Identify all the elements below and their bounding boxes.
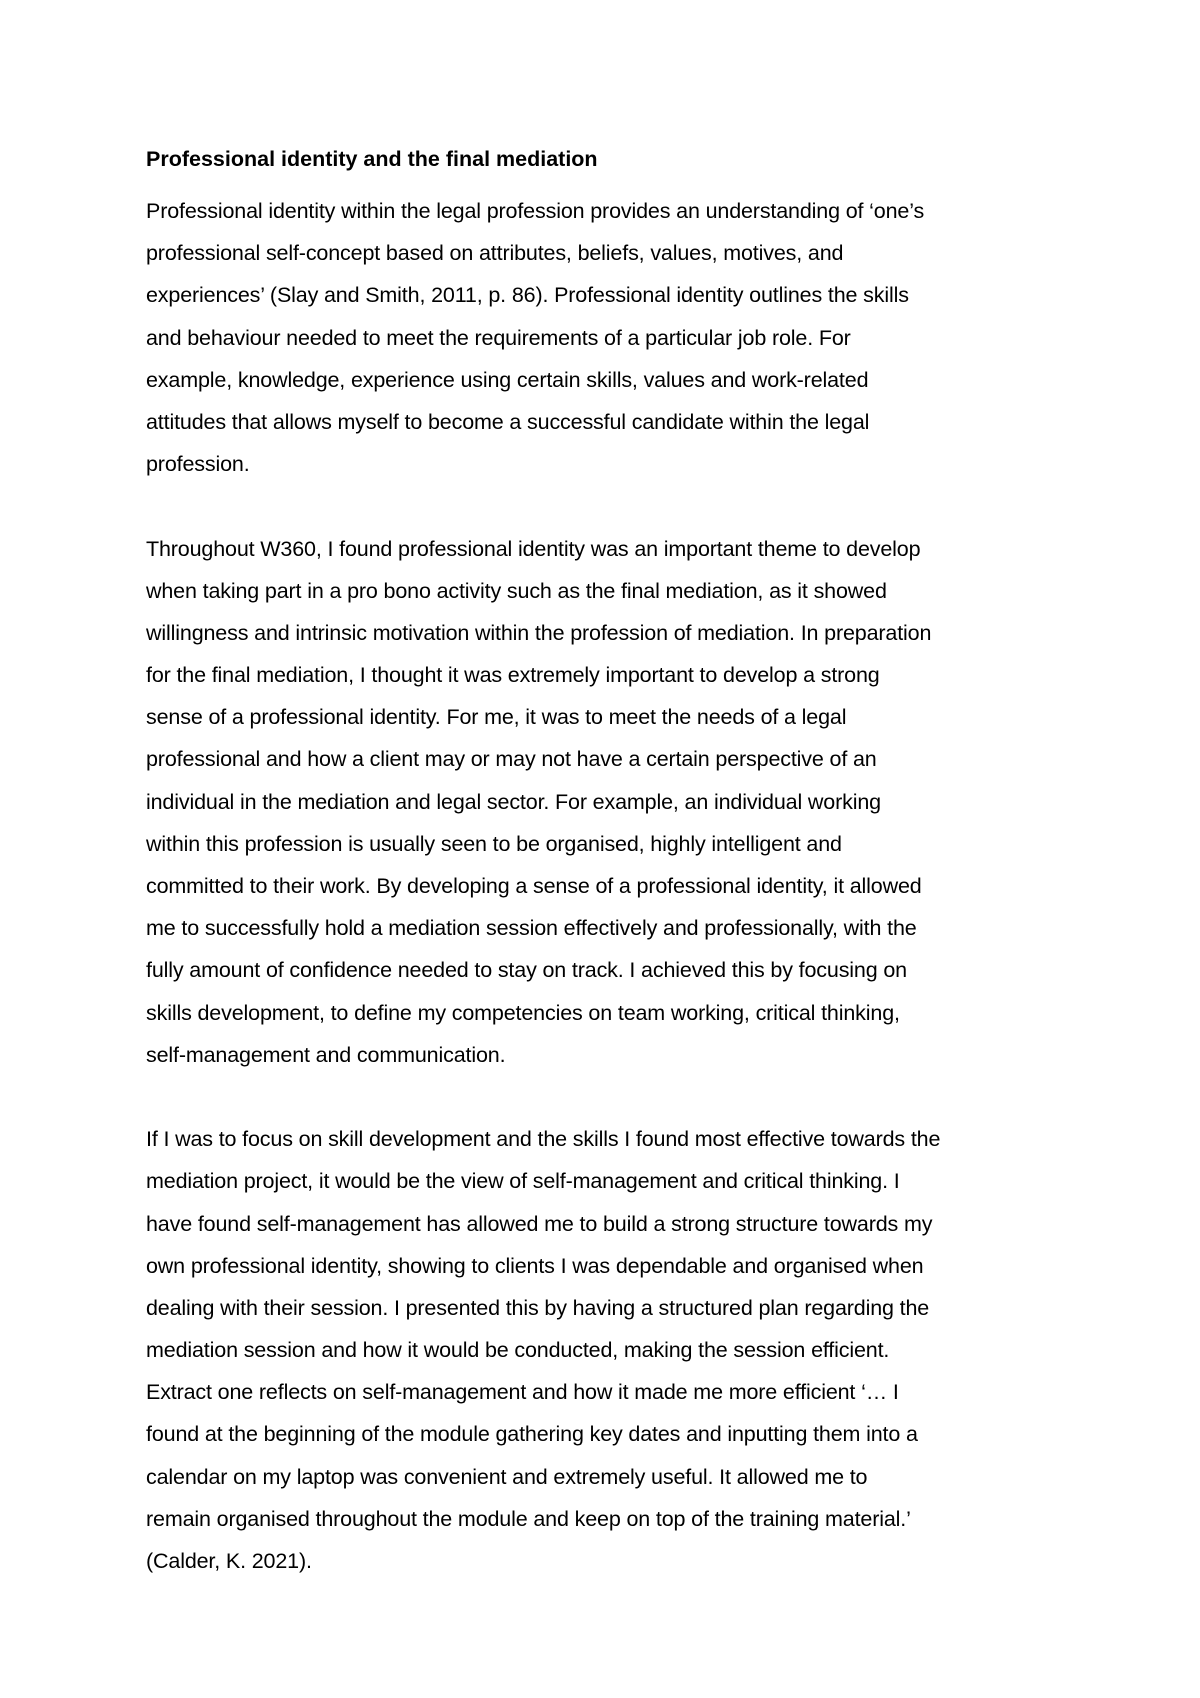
paragraph-line: mediation project, it would be the view of self-management and critical thinking. I (146, 1169, 900, 1194)
paragraph-line: calendar on my laptop was convenient and extremely useful. It allowed me to (146, 1464, 868, 1489)
paragraph-line: have found self-management has allowed me to build a strong structure towards my (146, 1211, 933, 1236)
paragraph-line: fully amount of confidence needed to stay on track. I achieved this by focusing on (146, 958, 907, 983)
paragraph-line: mediation session and how it would be conducted, making the session efficient. (146, 1338, 890, 1363)
paragraph-line: found at the beginning of the module gathering key dates and inputting them into a (146, 1422, 918, 1447)
paragraph-line: individual in the mediation and legal sector. For example, an individual working (146, 789, 881, 814)
paragraph-spacer (146, 485, 1086, 527)
paragraph-line: Throughout W360, I found professional identity was an important theme to develop (146, 536, 921, 561)
paragraph-line: skills development, to define my competencies on team working, critical thinking, (146, 1000, 900, 1025)
paragraph-line: committed to their work. By developing a sense of a professional identity, it allowed (146, 874, 922, 898)
paragraph-line: professional self-concept based on attributes, beliefs, values, motives, and (146, 241, 844, 266)
paragraph-line: self-management and communication. (146, 1042, 506, 1067)
section-heading: Professional identity and the final mediation (146, 147, 598, 171)
paragraph-line: dealing with their session. I presented this by having a structured plan regarding the (146, 1295, 930, 1320)
paragraph-1 (146, 190, 1086, 485)
paragraph-line: (Calder, K. 2021). (146, 1549, 312, 1573)
paragraph-line: Extract one reflects on self-management and how it made me more efficient ‘… I (146, 1380, 899, 1405)
paragraph-line: profession. (146, 452, 250, 477)
paragraph-line: Professional identity within the legal profession provides an understanding of ‘one’s (146, 199, 925, 223)
paragraph-line: and behaviour needed to meet the requirements of a particular job role. For (146, 325, 851, 350)
paragraph-line: experiences’ (Slay and Smith, 2011, p. 86). Professional identity outlines the skills (146, 283, 909, 308)
paragraph-line: when taking part in a pro bono activity such as the final mediation, as it showed (146, 578, 887, 603)
paragraph-line: me to successfully hold a mediation session effectively and professionally, with the (146, 916, 917, 941)
paragraph-spacer (146, 1076, 1086, 1118)
document-body (146, 147, 1086, 1582)
paragraph-line: willingness and intrinsic motivation within the profession of mediation. In preparation (146, 620, 932, 645)
paragraph-2 (146, 528, 1086, 1076)
paragraph-line: sense of a professional identity. For me, it was to meet the needs of a legal (146, 705, 847, 730)
paragraph-3 (146, 1118, 1086, 1582)
paragraph-line: professional and how a client may or may not have a certain perspective of an (146, 747, 877, 772)
paragraph-line: own professional identity, showing to clients I was dependable and organised when (146, 1253, 924, 1278)
paragraph-line: example, knowledge, experience using certain skills, values and work-related (146, 367, 869, 392)
paragraph-line: for the final mediation, I thought it was extremely important to develop a strong (146, 663, 880, 688)
paragraph-line: within this profession is usually seen to be organised, highly intelligent and (146, 831, 842, 856)
paragraph-line: attitudes that allows myself to become a successful candidate within the legal (146, 409, 870, 434)
paragraph-line: If I was to focus on skill development and the skills I found most effective towards the (146, 1127, 941, 1152)
paragraph-line: remain organised throughout the module and keep on top of the training material.’ (146, 1506, 911, 1531)
